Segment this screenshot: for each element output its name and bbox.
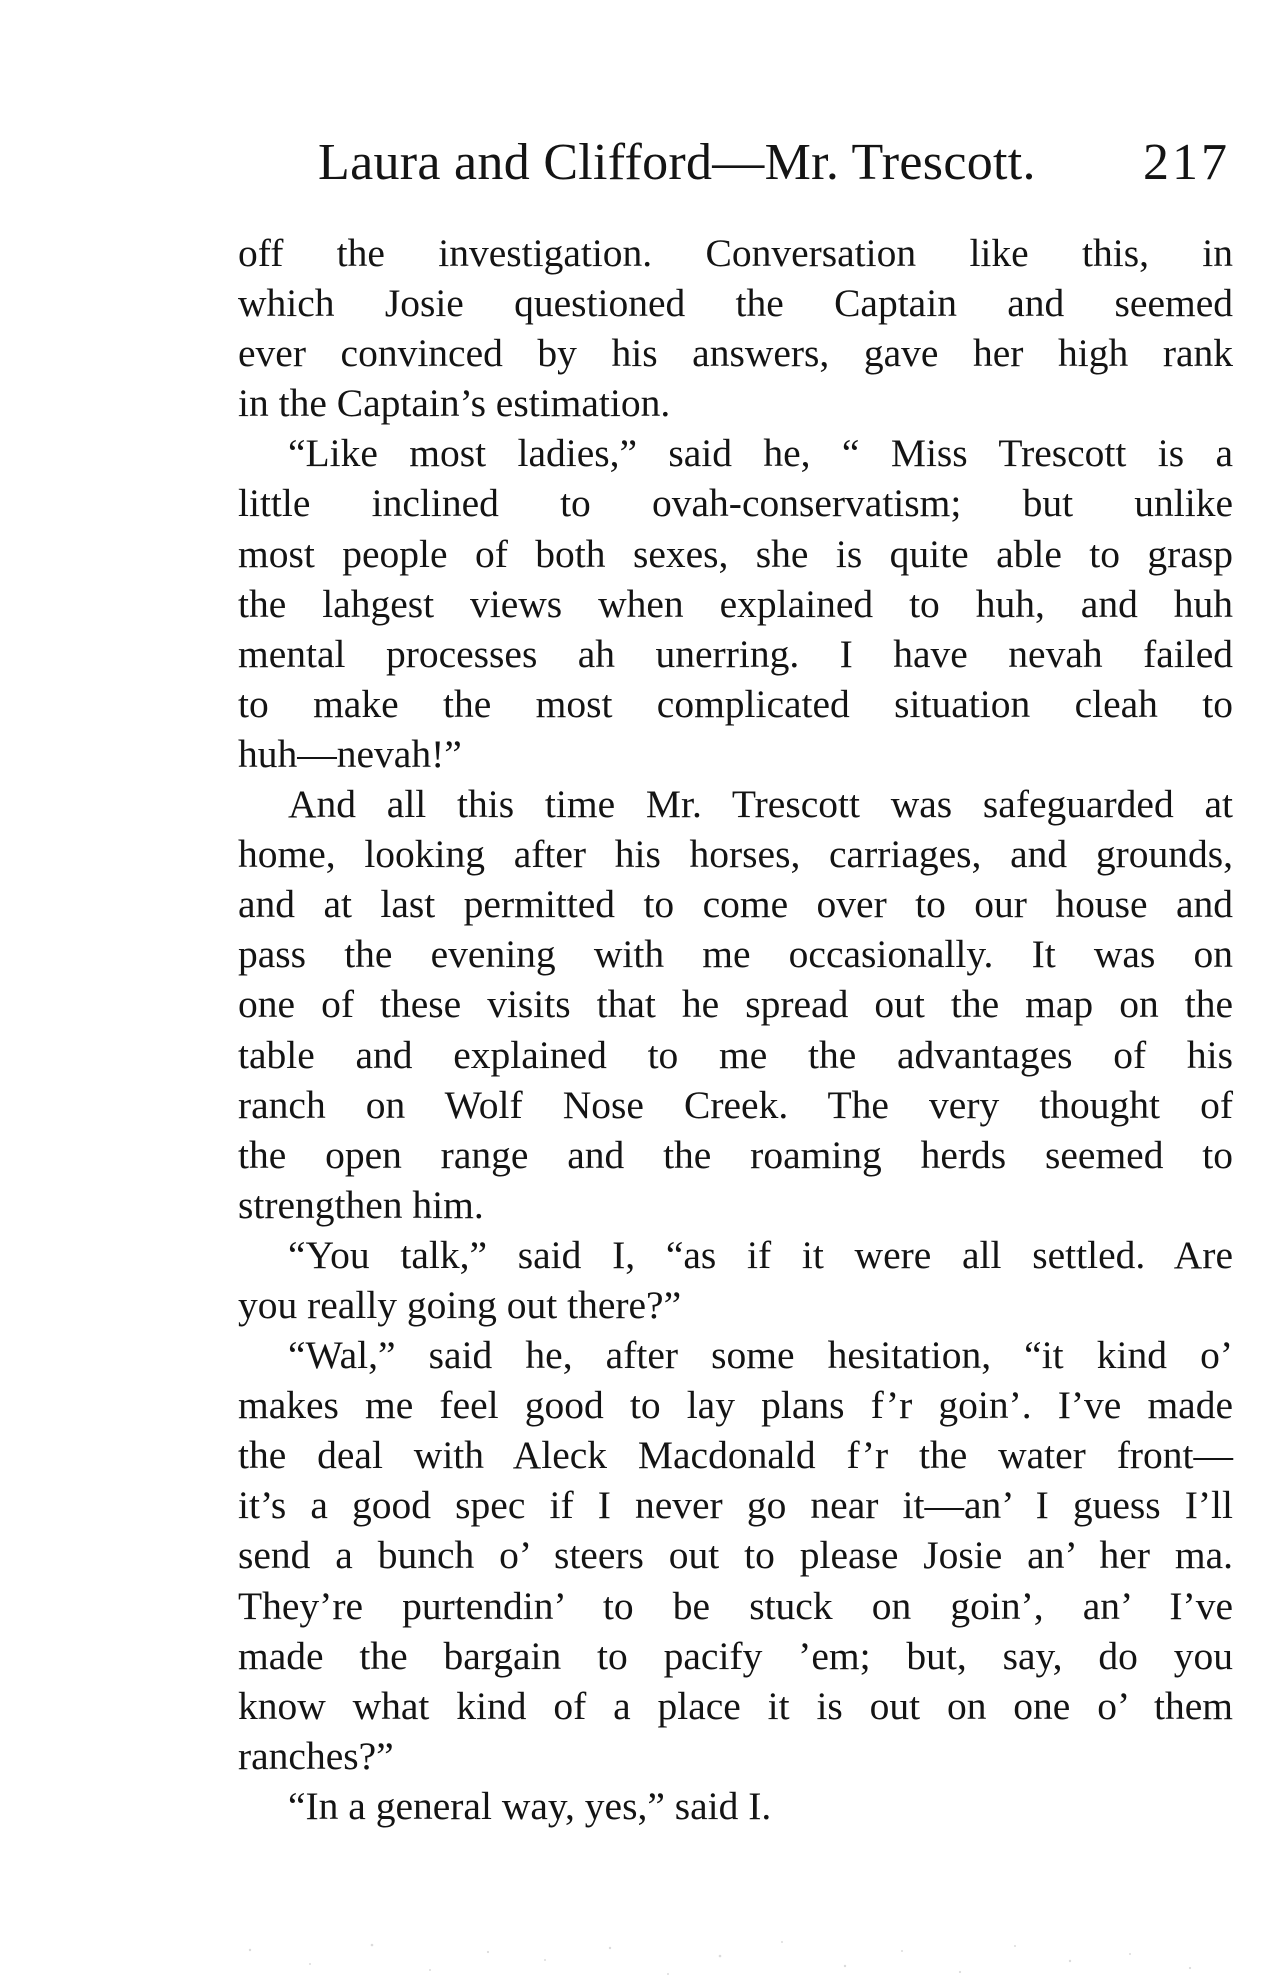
page-number: 217 — [1143, 134, 1230, 191]
text-line: the lahgest views when explained to huh, and huh — [238, 581, 1233, 626]
text-line: send a bunch o’ steers out to please Josie an’ her ma. — [238, 1533, 1233, 1578]
text-line: most people of both sexes, she is quite able to grasp — [238, 531, 1233, 576]
text-line: off the investigation. Conversation like this, in — [238, 231, 1233, 275]
text-line: They’re purtendin’ to be stuck on goin’, an’ I’ve — [238, 1583, 1233, 1628]
text-line: “Like most ladies,” said he, “ Miss Trescott is a — [288, 431, 1233, 476]
text-line: “In a general way, yes,” said I. — [288, 1783, 772, 1828]
text-line: strengthen him. — [238, 1182, 484, 1227]
text-line: mental processes ah unerring. I have nevah failed — [238, 631, 1233, 676]
body-text — [238, 228, 1233, 1831]
text-line: pass the evening with me occasionally. It was on — [238, 932, 1233, 977]
text-line: “You talk,” said I, “as if it were all settled. Are — [288, 1232, 1233, 1277]
text-line: you really going out there?” — [238, 1282, 682, 1327]
text-line: ranch on Wolf Nose Creek. The very thought of — [238, 1082, 1233, 1127]
text-line: in the Captain’s estimation. — [238, 381, 671, 426]
text-line: ranches?” — [238, 1733, 394, 1778]
text-line: to make the most complicated situation cleah to — [238, 681, 1233, 726]
text-line: made the bargain to pacify ’em; but, say, do you — [238, 1633, 1233, 1678]
text-line: the open range and the roaming herds seemed to — [238, 1132, 1233, 1177]
text-line: And all this time Mr. Trescott was safeguarded at — [288, 782, 1233, 827]
text-line: makes me feel good to lay plans f’r goin’. I’ve made — [238, 1383, 1233, 1428]
text-line: home, looking after his horses, carriages, and grounds, — [238, 832, 1233, 877]
running-head — [318, 128, 1230, 198]
text-line: which Josie questioned the Captain and seemed — [238, 281, 1233, 326]
text-line: one of these visits that he spread out the map on the — [238, 982, 1233, 1027]
paper-specks — [0, 1930, 1276, 1987]
text-line: “Wal,” said he, after some hesitation, “it kind o’ — [288, 1333, 1233, 1378]
text-line: ever convinced by his answers, gave her high rank — [238, 331, 1233, 376]
text-line: know what kind of a place it is out on one o’ them — [238, 1683, 1233, 1728]
text-line: it’s a good spec if I never go near it—an’ I guess I’ll — [238, 1483, 1233, 1528]
text-line: the deal with Aleck Macdonald f’r the water front— — [238, 1433, 1233, 1478]
text-line: and at last permitted to come over to our house and — [238, 882, 1233, 927]
text-line: table and explained to me the advantages of his — [238, 1032, 1233, 1077]
text-line: little inclined to ovah-conservatism; but unlike — [238, 481, 1233, 526]
text-line: huh—nevah!” — [238, 731, 462, 776]
running-head-title: Laura and Clifford—Mr. Trescott. — [318, 134, 1036, 191]
